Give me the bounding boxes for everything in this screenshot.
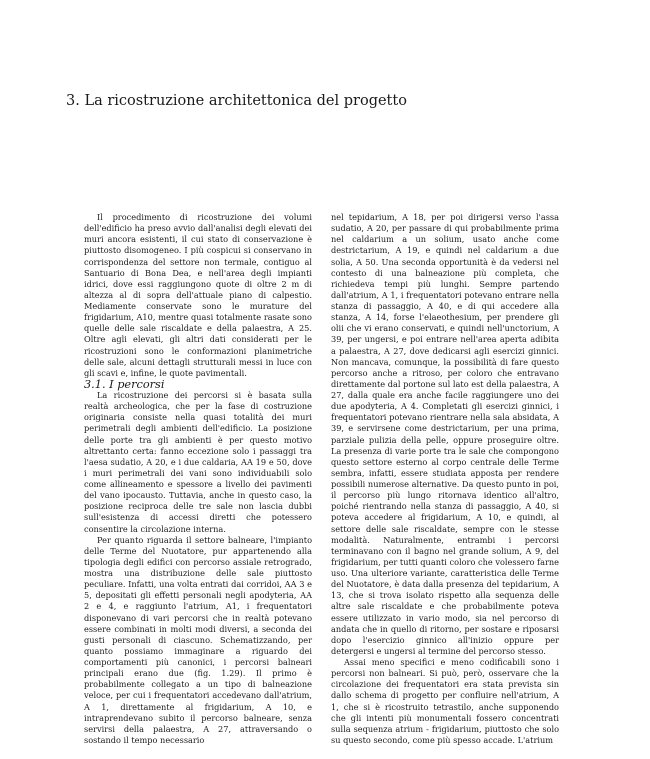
right-text-column bbox=[331, 212, 559, 746]
paragraph-continued: nel tepidarium, A 18, per poi dirigersi verso l'assa sudatio, A 20, per passare di qui probabilmente prima nel caldarium a un solium, usato anche come destrictarium, A 19, e quindi nel caldarium a due solia, A 50. Una seconda opportunità è da vedersi nel contesto di una balneazione più completa, che richiedeva tempi più lunghi. Sempre partendo dall'atrium, A 1, i frequentatori potevano entrare nella stanza di passaggio, A 40, e di qui accedere alla stanza, A 14, forse l'elaeothesium, per prendere gli olii che vi erano conservati, e quindi nell'unctorium, A 39, per ungersi, e poi entrare nell'area aperta adibita a palaestra, A 27, dove dedicarsi agli esercizi ginnici. Non mancava, comunque, la possibilità di fare questo percorso anche a ritroso, per coloro che entravano direttamente dal portone sul lato est della palaestra, A 27, dalla quale era anche facile raggiungere uno dei due apodyteria, A 4. Completati gli esercizi ginnici, i frequentatori potevano rientrare nella sala absidata, A 39, e servirsene come destrictarium, per una prima, parziale pulizia della pelle, oppure proseguire oltre. La presenza di varie porte tra le sale che compongono questo settore esterno al corpo centrale delle Terme sembra, infatti, essere studiata apposta per rendere possibili numerose alternative. Da questo punto in poi, il percorso più lungo ritornava identico all'altro, poiché rientrando nella stanza di passaggio, A 40, si poteva accedere al frigidarium, A 10, e quindi, al settore delle sale riscaldate, sempre con le stesse modalità. Naturalmente, entrambi i percorsi terminavano con il bagno nel grande solium, A 9, del frigidarium, per tutti quanti coloro che volessero farne uso. Una ulteriore variante, caratteristica delle Terme del Nuotatore, è data dalla presenza del tepidarium, A 13, che si trova isolato rispetto alla sequenza delle altre sale riscaldate e che probabilmente poteva essere utilizzato in vario modo, sia nel percorso di andata che in quello di ritorno, per sostare e riposarsi dopo l'esercizio ginnico all'inizio oppure per detergersi e ungersi al termine del percorso stesso. bbox=[331, 212, 559, 656]
intro-paragraph: Il procedimento di ricostruzione dei volumi dell'edificio ha preso avvio dall'analisi degli elevati dei muri ancora esistenti, il cui stato di conservazione è piuttosto disomogeneo. I più cospicui si conservano in corrispondenza del settore non termale, contiguo al Santuario di Bona Dea, e nell'area degli impianti idrici, dove essi raggiungono quote di oltre 2 m di altezza al di sopra dell'attuale piano di calpestio. Mediamente conservate sono le murature del frigidarium, A10, mentre quasi totalmente rasate sono quelle delle sale riscaldate e della palaestra, A 25. Oltre agli elevati, gli altri dati considerati per le ricostruzioni sono le conformazioni planimetriche delle sale, alcuni dettagli strutturali messi in luce con gli scavi e, infine, le quote pavimentali. bbox=[84, 212, 312, 378]
paragraph-percorsi-1: La ricostruzione dei percorsi si è basata sulla realtà archeologica, che per la fase di costruzione originaria consiste nella quasi totalità dei muri perimetrali degli ambienti dell'edificio. La posizione delle porte tra gli ambienti è per questo motivo altrettanto certa: fanno eccezione solo i passaggi tra l'aesa sudatio, A 20, e i due caldaria, AA 19 e 50, dove i muri perimetrali dei vani sono individuabili solo come allineamento e spessore a livello dei pavimenti del vano ipocausto. Tuttavia, anche in questo caso, la posizione reciproca delle tre sale non lascia dubbi sull'esistenza di accessi diretti che potessero consentire la circolazione interna. bbox=[84, 390, 312, 534]
chapter-title: 3. La ricostruzione architettonica del progetto bbox=[66, 93, 407, 109]
section-heading: 3.1. I percorsi bbox=[84, 377, 165, 391]
paragraph-percorsi-2: Per quanto riguarda il settore balneare, l'impianto delle Terme del Nuotatore, pur appartenendo alla tipologia degli edifici con percorso assiale retrogrado, mostra una distribuzione delle sale piuttosto peculiare. Infatti, una volta entrati dai corridoi, AA 3 e 5, depositati gli effetti personali negli apodyteria, AA 2 e 4, e raggiunto l'atrium, A1, i frequentatori disponevano di vari percorsi che in realtà potevano essere combinati in molti modi diversi, a seconda dei gusti personali di ciascuno. Schematizzando, per quanto possiamo immaginare a riguardo dei comportamenti più canonici, i percorsi balneari principali erano due (fig. 1.29). Il primo è probabilmente collegato a un tipo di balneazione veloce, per cui i frequentatori accedevano dall'atrium, A 1, direttamente al frigidarium, A 10, e intraprendevano subito il percorso balneare, senza servirsi della palaestra, A 27, attraversando o sostando il tempo necessario bbox=[84, 534, 312, 745]
left-text-column bbox=[84, 212, 312, 746]
paragraph-non-balneari: Assai meno specifici e meno codificabili sono i percorsi non balneari. Si può, però, osservare che la circolazione dei frequentatori era stata prevista sin dallo schema di progetto per confluire nell'atrium, A 1, che si è ricostruito tetrastilo, anche supponendo che gli intenti più monumentali fossero concentrati sulla sequenza atrium - frigidarium, piuttosto che solo su questo secondo, come più spesso accade. L'atrium bbox=[331, 657, 559, 745]
